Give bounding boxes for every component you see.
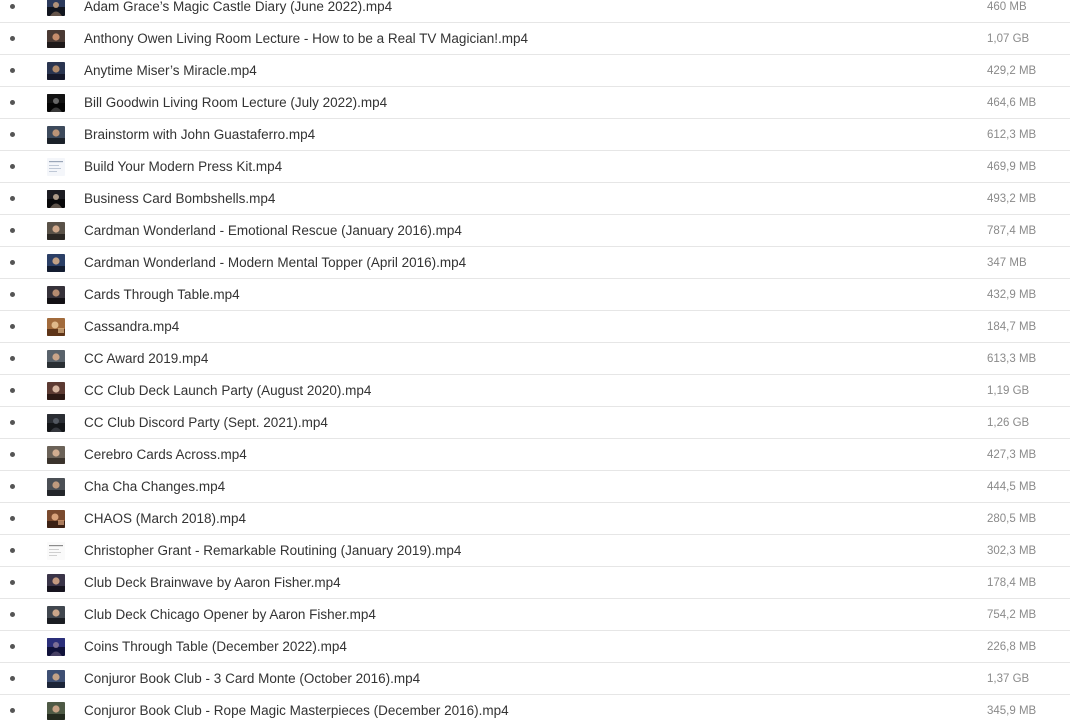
bullet-icon: [10, 516, 15, 521]
video-thumbnail-icon[interactable]: [47, 478, 65, 496]
bullet-icon: [10, 356, 15, 361]
file-size: 460 MB: [987, 1, 1027, 13]
video-thumbnail-icon[interactable]: [47, 702, 65, 720]
file-row[interactable]: [0, 23, 1070, 55]
file-row[interactable]: [0, 311, 1070, 343]
file-name[interactable]: Coins Through Table (December 2022).mp4: [84, 639, 347, 654]
bullet-icon: [10, 100, 15, 105]
file-name[interactable]: Cardman Wonderland - Emotional Rescue (January 2016).mp4: [84, 223, 462, 238]
video-thumbnail-icon[interactable]: [47, 0, 65, 16]
bullet-icon: [10, 36, 15, 41]
video-thumbnail-icon[interactable]: [47, 670, 65, 688]
file-row[interactable]: [0, 471, 1070, 503]
video-thumbnail-icon[interactable]: [47, 382, 65, 400]
bullet-icon: [10, 644, 15, 649]
file-name[interactable]: Anytime Miser’s Miracle.mp4: [84, 63, 257, 78]
bullet-icon: [10, 164, 15, 169]
file-size: 493,2 MB: [987, 193, 1037, 205]
bullet-icon: [10, 676, 15, 681]
bullet-icon: [10, 228, 15, 233]
file-row[interactable]: [0, 343, 1070, 375]
bullet-icon: [10, 324, 15, 329]
bullet-icon: [10, 484, 15, 489]
file-size: 1,37 GB: [987, 673, 1030, 685]
file-row[interactable]: [0, 87, 1070, 119]
bullet-icon: [10, 548, 15, 553]
file-size: 469,9 MB: [987, 161, 1037, 173]
file-row[interactable]: [0, 663, 1070, 695]
file-size: 347 MB: [987, 257, 1027, 269]
file-size: 1,19 GB: [987, 385, 1030, 397]
video-thumbnail-icon[interactable]: [47, 94, 65, 112]
file-size: 280,5 MB: [987, 513, 1037, 525]
video-thumbnail-icon[interactable]: [47, 254, 65, 272]
video-thumbnail-icon[interactable]: [47, 62, 65, 80]
video-thumbnail-icon[interactable]: [47, 446, 65, 464]
file-row[interactable]: [0, 0, 1070, 23]
file-row[interactable]: [0, 599, 1070, 631]
video-thumbnail-icon[interactable]: [47, 510, 65, 528]
bullet-icon: [10, 420, 15, 425]
file-name[interactable]: Business Card Bombshells.mp4: [84, 191, 276, 206]
file-row[interactable]: [0, 567, 1070, 599]
file-size: 787,4 MB: [987, 225, 1037, 237]
video-thumbnail-icon[interactable]: [47, 158, 65, 176]
file-size: 612,3 MB: [987, 129, 1037, 141]
file-size: 184,7 MB: [987, 321, 1037, 333]
file-size: 429,2 MB: [987, 65, 1037, 77]
file-size: 1,26 GB: [987, 417, 1030, 429]
file-name[interactable]: Cassandra.mp4: [84, 319, 180, 334]
file-size: 302,3 MB: [987, 545, 1037, 557]
video-thumbnail-icon[interactable]: [47, 126, 65, 144]
file-name[interactable]: Bill Goodwin Living Room Lecture (July 2022).mp4: [84, 95, 388, 110]
file-size: 432,9 MB: [987, 289, 1037, 301]
bullet-icon: [10, 196, 15, 201]
file-name[interactable]: Adam Grace’s Magic Castle Diary (June 2022).mp4: [84, 0, 393, 14]
video-thumbnail-icon[interactable]: [47, 350, 65, 368]
file-row[interactable]: [0, 183, 1070, 215]
file-row[interactable]: [0, 407, 1070, 439]
file-row[interactable]: [0, 151, 1070, 183]
file-row[interactable]: [0, 695, 1070, 726]
file-name[interactable]: Brainstorm with John Guastaferro.mp4: [84, 127, 316, 142]
file-name[interactable]: Conjuror Book Club - 3 Card Monte (October 2016).mp4: [84, 671, 421, 686]
file-name[interactable]: Club Deck Brainwave by Aaron Fisher.mp4: [84, 575, 341, 590]
bullet-icon: [10, 388, 15, 393]
file-size: 754,2 MB: [987, 609, 1037, 621]
file-row[interactable]: [0, 247, 1070, 279]
video-thumbnail-icon[interactable]: [47, 542, 65, 560]
bullet-icon: [10, 4, 15, 9]
bullet-icon: [10, 708, 15, 713]
file-name[interactable]: Anthony Owen Living Room Lecture - How to be a Real TV Magician!.mp4: [84, 31, 528, 46]
file-row[interactable]: [0, 503, 1070, 535]
file-name[interactable]: Cards Through Table.mp4: [84, 287, 240, 302]
file-name[interactable]: Club Deck Chicago Opener by Aaron Fisher.mp4: [84, 607, 376, 622]
video-thumbnail-icon[interactable]: [47, 190, 65, 208]
video-thumbnail-icon[interactable]: [47, 318, 65, 336]
file-name[interactable]: Cerebro Cards Across.mp4: [84, 447, 247, 462]
file-row[interactable]: [0, 631, 1070, 663]
file-row[interactable]: [0, 439, 1070, 471]
file-size: 444,5 MB: [987, 481, 1037, 493]
file-row[interactable]: [0, 375, 1070, 407]
video-thumbnail-icon[interactable]: [47, 286, 65, 304]
file-size: 464,6 MB: [987, 97, 1037, 109]
bullet-icon: [10, 292, 15, 297]
video-thumbnail-icon[interactable]: [47, 638, 65, 656]
file-name[interactable]: CHAOS (March 2018).mp4: [84, 511, 247, 526]
file-name[interactable]: CC Club Discord Party (Sept. 2021).mp4: [84, 415, 328, 430]
bullet-icon: [10, 68, 15, 73]
bullet-icon: [10, 580, 15, 585]
video-thumbnail-icon[interactable]: [47, 222, 65, 240]
video-thumbnail-icon[interactable]: [47, 574, 65, 592]
file-row[interactable]: [0, 55, 1070, 87]
file-name[interactable]: Conjuror Book Club - Rope Magic Masterpieces (December 2016).mp4: [84, 703, 509, 718]
file-size: 1,07 GB: [987, 33, 1030, 45]
video-thumbnail-icon[interactable]: [47, 414, 65, 432]
file-row[interactable]: [0, 119, 1070, 151]
file-row[interactable]: [0, 215, 1070, 247]
bullet-icon: [10, 260, 15, 265]
file-name[interactable]: Cardman Wonderland - Modern Mental Topper (April 2016).mp4: [84, 255, 467, 270]
file-name[interactable]: Christopher Grant - Remarkable Routining (January 2019).mp4: [84, 543, 462, 558]
file-name[interactable]: CC Award 2019.mp4: [84, 351, 209, 366]
bullet-icon: [10, 132, 15, 137]
file-size: 345,9 MB: [987, 705, 1037, 717]
file-name[interactable]: Build Your Modern Press Kit.mp4: [84, 159, 283, 174]
bullet-icon: [10, 612, 15, 617]
file-size: 226,8 MB: [987, 641, 1037, 653]
video-thumbnail-icon[interactable]: [47, 30, 65, 48]
file-row[interactable]: [0, 535, 1070, 567]
file-row[interactable]: [0, 279, 1070, 311]
video-thumbnail-icon[interactable]: [47, 606, 65, 624]
file-name[interactable]: Cha Cha Changes.mp4: [84, 479, 226, 494]
file-size: 427,3 MB: [987, 449, 1037, 461]
file-name[interactable]: CC Club Deck Launch Party (August 2020).mp4: [84, 383, 372, 398]
file-size: 613,3 MB: [987, 353, 1037, 365]
bullet-icon: [10, 452, 15, 457]
file-size: 178,4 MB: [987, 577, 1037, 589]
